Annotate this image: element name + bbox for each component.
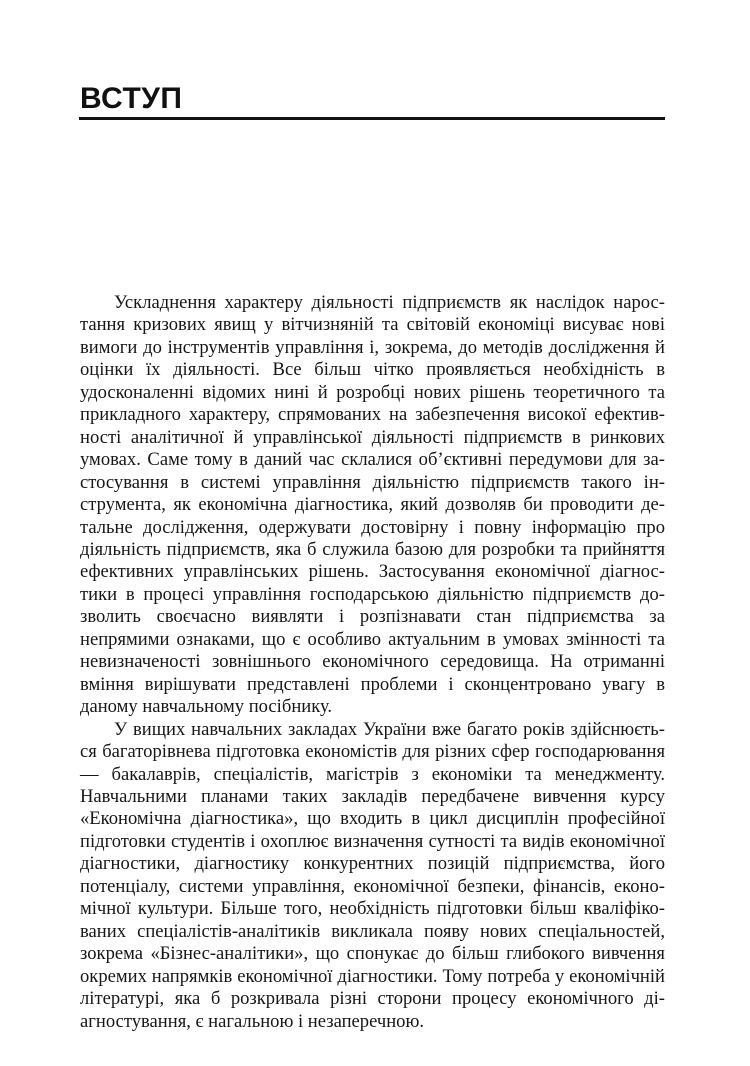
body-text — [80, 292, 665, 1033]
title-underline — [79, 117, 665, 120]
paragraph-2: У вищих навчальних закладах України вже багато років здійснюється багаторівнева підготовка економістів для різних сфер господарювання — бакалаврів, спеціалістів, магістрів з економіки та менеджменту. Навчальними планами таких закладів передбачене вивчення курсу «Економічна діагностика», що входить в цикл дисциплін професійної підготовки студентів і охоплює визначення сутності та видів економічної діагностики, діагностику конкурентних позицій підприємства, його потенціалу, системи управління, економічної безпеки, фінансів, економічної культури. Більше того, необхідність підготовки більш кваліфікованих спеціалістів-аналітиків викликала появу нових спеціальностей, зокрема «Бізнес-аналітики», що спонукає до більш глибокого вивчення окремих напрямків економічної діагностики. Тому потреба у економічній літературі, яка б розкривала різні сторони процесу економічного діагностування, є нагальною і незаперечною. — [80, 718, 665, 1032]
chapter-title: ВСТУП — [80, 82, 183, 115]
paragraph-1: Ускладнення характеру діяльності підприємств як наслідок наростання кризових явищ у вітчизняній та світовій економіці висуває нові вимоги до інструментів управління і, зокрема, до методів дослідження й оцінки їх діяльності. Все більш чітко проявляється необхідність в удосконаленні відомих нині й розробці нових рішень теоретичного та прикладного характеру, спрямованих на забезпечення високої ефективності аналітичної й управлінської діяльності підприємств в ринкових умовах. Саме тому в даний час склалися об’єктивні передумови для застосування в системі управління діяльністю підприємств такого інструмента, як економічна діагностика, який дозволяв би проводити детальне дослідження, одержувати достовірну і повну інформацію про діяльність підприємств, яка б служила базою для розробки та прийняття ефективних управлінських рішень. Застосування економічної діагностики в процесі управління господарською діяльністю підприємств дозволить своєчасно виявляти і розпізнавати стан підприємства за непрямими ознаками, що є особливо актуальним в умовах змінності та невизначеності зовнішнього економічного середовища. На отриманні вміння вирішувати представлені проблеми і сконцентровано увагу в даному навчальному посібнику. — [80, 292, 665, 718]
